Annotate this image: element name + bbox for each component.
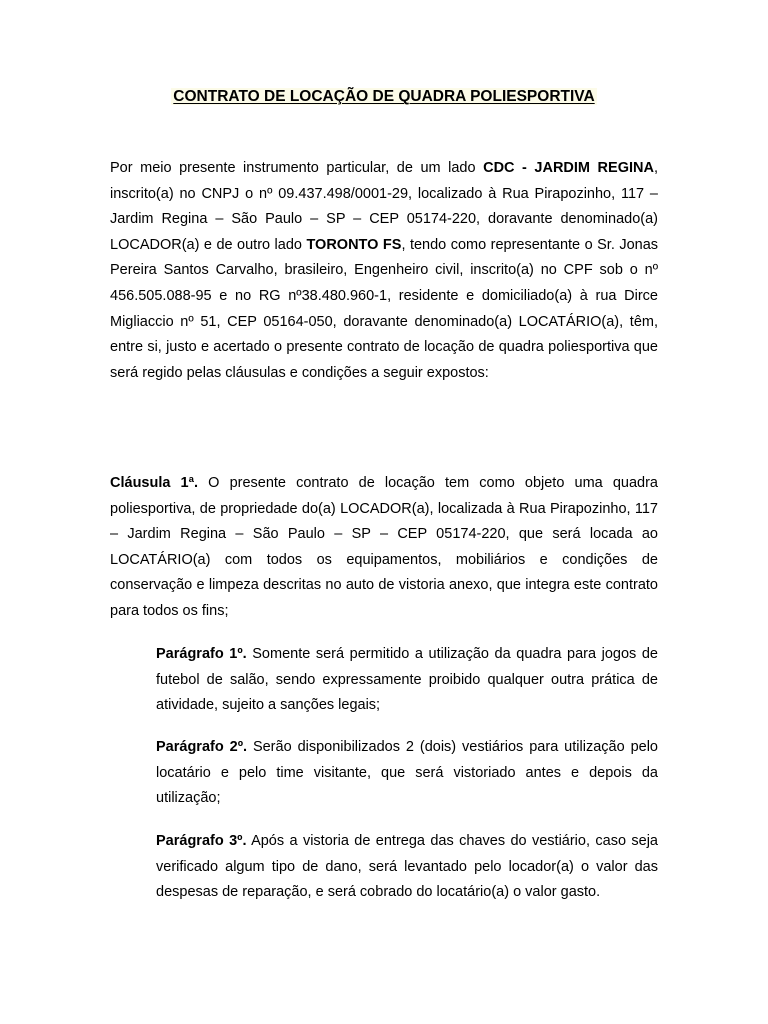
intro-text-1: Por meio presente instrumento particular, de um lado <box>110 160 484 176</box>
paragraph-1-label: Parágrafo 1º. <box>156 646 247 662</box>
paragraph-2 <box>156 735 658 812</box>
paragraph-1-text: Somente será permitido a utilização da quadra para jogos de futebol de salão, sendo expressamente proibido qualquer outra prática de atividade, sujeito a sanções legais; <box>156 646 658 714</box>
document-title-text: CONTRATO DE LOCAÇÃO DE QUADRA POLIESPORTIVA <box>173 88 595 105</box>
clause-1-label: Cláusula 1ª. <box>110 475 199 491</box>
intro-text-3: , tendo como representante o Sr. Jonas Pereira Santos Carvalho, brasileiro, Engenheiro civil, inscrito(a) no CPF sob o nº 456.505.088-95 e no RG nº38.480.960-1, residente e domiciliado(a) à rua Dirce Migliaccio nº 51, CEP 05164-050, doravante denominado(a) LOCATÁRIO(a), têm, entre si, justo e acertado o presente contrato de locação de quadra poliesportiva que será regido pelas cláusulas e condições a seguir expostos: <box>110 236 659 381</box>
paragraph-3-text: Após a vistoria de entrega das chaves do vestiário, caso seja verificado algum tipo de dano, será levantado pelo locador(a) o valor das despesas de reparação, e será cobrado do locatário(a) o valor gasto. <box>156 833 658 901</box>
intro-paragraph <box>110 156 658 386</box>
paragraph-3-label: Parágrafo 3º. <box>156 833 247 849</box>
document-title <box>0 86 768 108</box>
paragraph-3 <box>156 829 658 906</box>
locatario-name: TORONTO FS <box>306 236 402 253</box>
paragraph-2-label: Parágrafo 2º. <box>156 739 248 755</box>
clause-1-text: O presente contrato de locação tem como objeto uma quadra poliesportiva, de propriedade do(a) LOCADOR(a), localizada à Rua Pirapozinho, 117 – Jardim Regina – São Paulo – SP – CEP 05174-220, que será locada ao LOCATÁRIO(a) com todos os equipamentos, mobiliários e condições de conservação e limpeza descritas no auto de vistoria anexo, que integra este contrato para todos os fins; <box>110 475 658 619</box>
paragraph-1 <box>156 642 658 719</box>
intro-text-2: , inscrito(a) no CNPJ o nº 09.437.498/0001-29, localizado à Rua Pirapozinho, 117 – Jardim Regina – São Paulo – SP – CEP 05174-220, doravante denominado(a) LOCADOR(a) e de outro lado <box>110 160 658 253</box>
locador-name: CDC - JARDIM REGINA <box>483 160 654 176</box>
clause-1 <box>110 471 658 625</box>
paragraph-2-text: Serão disponibilizados 2 (dois) vestiários para utilização pelo locatário e pelo time visitante, que será vistoriado antes e depois da utilização; <box>156 739 658 807</box>
